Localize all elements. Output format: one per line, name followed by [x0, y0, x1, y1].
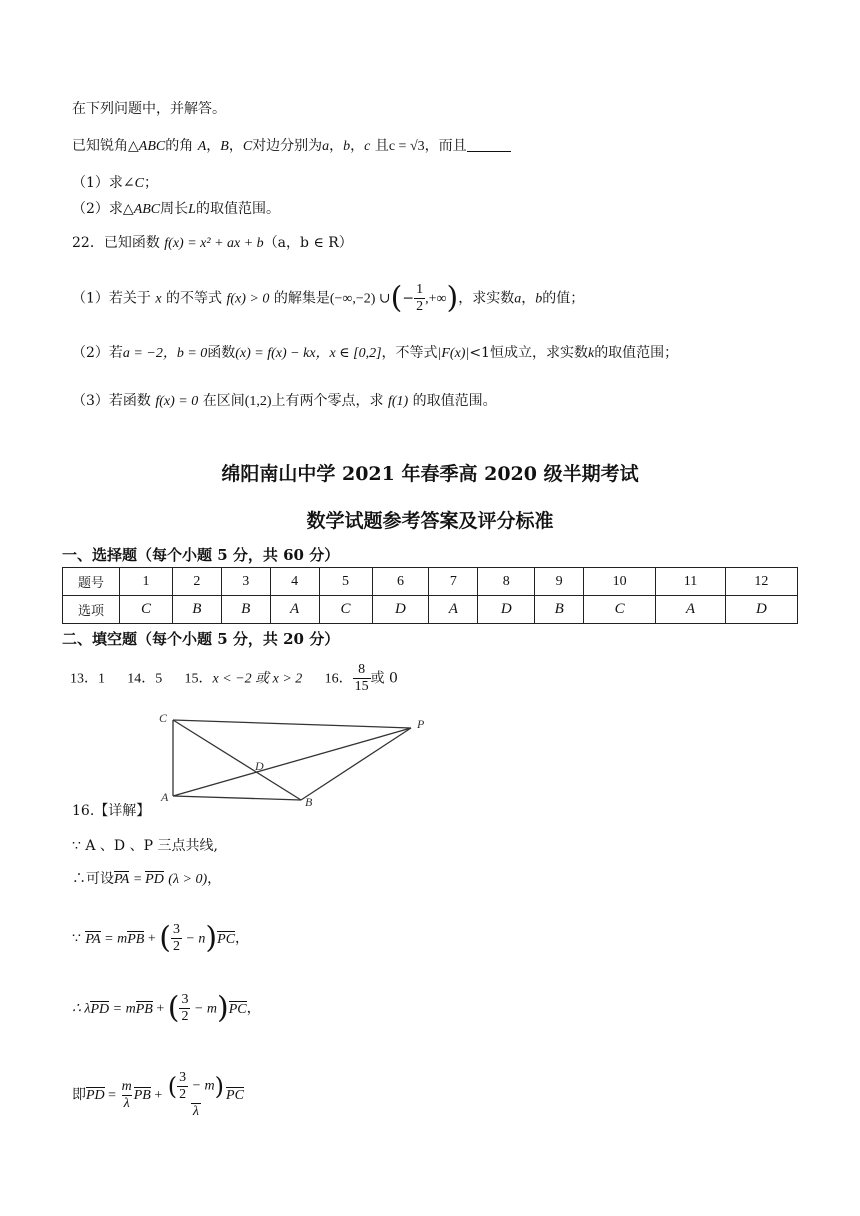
label-C: C [159, 711, 168, 725]
table-cell: B [172, 596, 221, 624]
table-cell: 11 [656, 568, 726, 596]
table-cell: 8 [478, 568, 535, 596]
fill-answers: 13．1 14．5 15．x < −2 或 x > 2 16． $\frac{8}{15}$ 或 0 [70, 662, 398, 694]
table-cell: D [372, 596, 429, 624]
geometry-figure [155, 708, 445, 820]
table-cell: B [221, 596, 270, 624]
segment-AP [173, 728, 411, 796]
answer-subtitle: 数学试题参考答案及评分标准 [306, 510, 554, 532]
q22-part1: （1）若关于 x 的不等式 f(x) > 0 的解集是(−∞,−2) ∪(− $\frac{1}{2}$ ,+∞)，求实数a，b的值； [72, 280, 585, 316]
q22-part3: （3）若函数 f(x) = 0 在区间(1,2)上有两个零点，求 f(1) 的取值范围。 [72, 393, 497, 409]
q21-given: 已知锐角△ABC的角 A，B，C对边分别为a，b，c 且c = √3，而且 [72, 136, 511, 157]
segment-CB [173, 720, 301, 800]
detail-line5: 即PD = $\frac{m}{\lambda}$ PB + ( $\frac{3}{2}$ − m) λ PC [72, 1070, 244, 1119]
table-cell: A [429, 596, 478, 624]
detail-line1: ∵ A 、D 、P 三点共线, [72, 838, 218, 854]
table-cell: 5 [319, 568, 372, 596]
table-cell: A [656, 596, 726, 624]
q21-part2: （2）求△ABC周长L的取值范围。 [72, 201, 280, 217]
table-cell: D [725, 596, 797, 624]
answer-table [62, 567, 798, 624]
segment-AB [173, 796, 301, 800]
table-cell: 6 [372, 568, 429, 596]
label-P: P [417, 717, 425, 731]
q22-stem: 22．已知函数 f(x) = x² + ax + b（a，b ∈ R） [72, 235, 353, 251]
table-cell: C [319, 596, 372, 624]
detail-line4: ∴ λPD = mPB + ( $\frac{3}{2}$ − m)PC， [72, 990, 261, 1026]
detail-head: 16.【详解】 [72, 803, 151, 819]
label-B: B [305, 795, 313, 809]
table-cell: 1 [120, 568, 173, 596]
q21-part1: （1）求∠C； [72, 175, 158, 191]
table-head-option: 选项 [63, 596, 120, 624]
fraction-half: $\frac{1}{2}$ [416, 282, 424, 314]
table-cell: 4 [270, 568, 319, 596]
table-cell: D [478, 596, 535, 624]
table-cell: C [584, 596, 656, 624]
label-D: D [255, 759, 264, 773]
table-cell: 10 [584, 568, 656, 596]
detail-line3: ∵ PA = mPB + ( $\frac{3}{2}$ − n)PC， [72, 920, 250, 956]
table-row-numbers [63, 568, 798, 596]
q22-part2: （2）若a = −2，b = 0函数(x) = f(x) − kx，x ∈ [0,2]，不等式|F(x)|<1恒成立，求实数k的取值范围； [72, 345, 679, 361]
table-cell: 12 [725, 568, 797, 596]
q21-intro: 在下列问题中，并解答。 [72, 101, 226, 117]
section-fill: 二、填空题（每个小题 5 分，共 20 分） [62, 630, 340, 648]
table-cell: 2 [172, 568, 221, 596]
answer-blank [467, 137, 511, 152]
fraction-complex: ( $\frac{3}{2}$ − m) λ [167, 1070, 225, 1119]
table-cell: C [120, 596, 173, 624]
table-row-options [63, 596, 798, 624]
section-choice: 一、选择题（每个小题 5 分，共 60 分） [62, 546, 340, 564]
table-cell: A [270, 596, 319, 624]
segment-BP [301, 728, 411, 800]
segment-CP [173, 720, 411, 728]
detail-line2: ∴可设PA = PD (λ > 0)， [72, 871, 222, 887]
table-cell: 3 [221, 568, 270, 596]
answer-title: 绵阳南山中学 2021 年春季高 2020 级半期考试 [221, 463, 639, 485]
table-cell: B [535, 596, 584, 624]
label-A: A [161, 790, 169, 804]
table-cell: 9 [535, 568, 584, 596]
table-cell: 7 [429, 568, 478, 596]
fraction-8-15: $\frac{8}{15}$ [354, 662, 369, 694]
table-head-number: 题号 [63, 568, 120, 596]
